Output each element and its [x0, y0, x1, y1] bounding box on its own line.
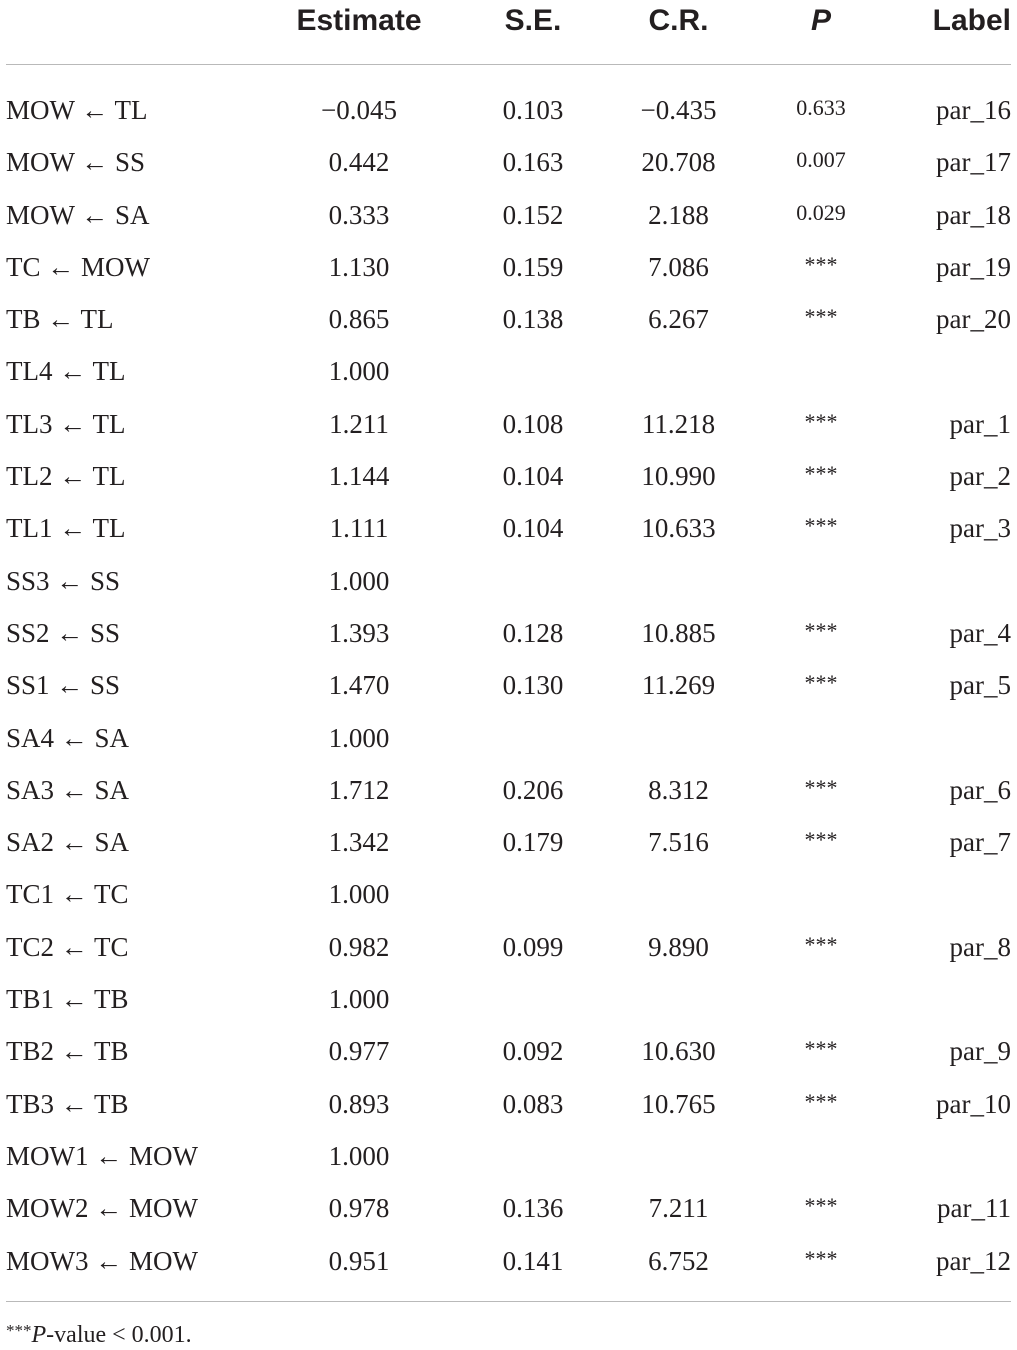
cell-estimate: 1.144 [328, 461, 390, 492]
cell-cr: 9.890 [648, 931, 709, 962]
cell-path: MOW ← TL [6, 95, 148, 125]
cell-cr: 10.630 [641, 1036, 716, 1067]
cell-se: 0.103 [502, 95, 564, 125]
cell-label: par_2 [949, 461, 1011, 492]
cell-label: par_10 [936, 1088, 1011, 1119]
cell-estimate: 1.000 [328, 565, 390, 596]
cell-label: par_11 [937, 1193, 1011, 1224]
cell-estimate: 1.000 [328, 356, 390, 387]
table-row [6, 712, 1011, 764]
cell-cr: −0.435 [640, 95, 717, 125]
cell-se: 0.206 [502, 774, 564, 805]
table-row [6, 1130, 1011, 1182]
cell-p: *** [804, 1245, 838, 1271]
cell-se: 0.104 [502, 461, 564, 492]
cell-path: TB2 ← TB [6, 1036, 129, 1067]
table-row [6, 398, 1011, 450]
table-row [6, 816, 1011, 868]
cell-cr: 10.765 [641, 1088, 716, 1119]
cell-label: par_7 [949, 827, 1011, 858]
cell-estimate: 0.893 [328, 1088, 390, 1119]
cell-path: MOW1 ← MOW [6, 1140, 198, 1171]
cell-path: TC2 ← TC [6, 931, 129, 962]
cell-label: par_8 [949, 931, 1011, 962]
cell-label: par_3 [949, 513, 1011, 544]
cell-estimate: 1.000 [328, 879, 390, 910]
cell-p: *** [804, 304, 838, 330]
cell-path: TC ← MOW [6, 251, 150, 282]
table-row [6, 450, 1011, 502]
table-header-row [6, 0, 1011, 65]
cell-estimate: 1.211 [329, 408, 389, 439]
cell-path: MOW ← SA [6, 199, 150, 230]
table-row [6, 607, 1011, 659]
table-row [6, 1182, 1011, 1234]
cell-p: *** [804, 931, 838, 957]
cell-p: *** [804, 1193, 838, 1219]
cell-estimate: 1.470 [328, 670, 390, 701]
cell-label: par_4 [949, 617, 1011, 648]
cell-p: 0.029 [796, 199, 846, 225]
table-footnote [6, 1316, 192, 1350]
cell-path: MOW3 ← MOW [6, 1245, 198, 1276]
cell-se: 0.099 [502, 931, 564, 962]
table-body [6, 84, 1011, 1287]
cell-p: *** [804, 408, 838, 434]
cell-p: *** [804, 513, 838, 539]
cell-cr: 11.218 [641, 408, 716, 439]
cell-cr: 7.516 [648, 827, 709, 858]
cell-cr: 7.086 [648, 251, 709, 282]
cell-label: par_18 [936, 199, 1011, 230]
cell-estimate: 1.712 [328, 774, 390, 805]
cell-path: TB3 ← TB [6, 1088, 129, 1119]
cell-path: TL4 ← TL [6, 356, 126, 387]
header-cr: C.R. [648, 4, 709, 37]
cell-se: 0.159 [502, 251, 564, 282]
cell-estimate: −0.045 [321, 95, 397, 125]
cell-label: par_5 [949, 670, 1011, 701]
table-row [6, 502, 1011, 554]
cell-se: 0.092 [502, 1036, 564, 1067]
cell-path: SA4 ← SA [6, 722, 130, 753]
cell-cr: 8.312 [648, 774, 709, 805]
cell-p: 0.633 [796, 95, 846, 120]
cell-estimate: 0.977 [328, 1036, 390, 1067]
cell-p: *** [804, 461, 838, 487]
cell-estimate: 0.978 [328, 1193, 390, 1224]
cell-cr: 20.708 [641, 147, 716, 178]
table-row [6, 1025, 1011, 1077]
cell-se: 0.128 [502, 617, 564, 648]
cell-label: par_17 [936, 147, 1011, 178]
cell-path: SS3 ← SS [6, 565, 121, 596]
cell-estimate: 0.442 [328, 147, 390, 178]
table-row [6, 659, 1011, 711]
cell-label: par_6 [949, 774, 1011, 805]
table-bottom-rule [6, 1301, 1011, 1302]
cell-path: TB ← TL [6, 304, 114, 335]
table-row [6, 1235, 1011, 1287]
cell-label: par_16 [936, 95, 1011, 125]
cell-se: 0.141 [502, 1245, 564, 1276]
cell-estimate: 1.111 [329, 513, 389, 544]
table-row [6, 973, 1011, 1025]
table-row [6, 868, 1011, 920]
header-estimate: Estimate [296, 4, 422, 37]
table-row [6, 345, 1011, 397]
cell-p: *** [804, 1036, 838, 1062]
cell-cr: 6.752 [648, 1245, 709, 1276]
cell-se: 0.179 [502, 827, 564, 858]
cell-path: TB1 ← TB [6, 984, 129, 1015]
table-row [6, 921, 1011, 973]
cell-se: 0.152 [502, 199, 564, 230]
cell-path: SA2 ← SA [6, 827, 130, 858]
cell-cr: 11.269 [641, 670, 716, 701]
table-row [6, 1078, 1011, 1130]
cell-path: TL3 ← TL [6, 408, 126, 439]
cell-p: *** [804, 774, 838, 800]
cell-estimate: 1.342 [328, 827, 390, 858]
table-row [6, 189, 1011, 241]
cell-path: MOW ← SS [6, 147, 146, 178]
cell-estimate: 1.000 [328, 1140, 390, 1171]
cell-label: par_19 [936, 251, 1011, 282]
cell-estimate: 1.393 [328, 617, 390, 648]
table-row [6, 136, 1011, 188]
footnote-text: -value < 0.001. [46, 1322, 192, 1348]
cell-cr: 6.267 [648, 304, 709, 335]
header-p: P [810, 4, 831, 37]
cell-se: 0.104 [502, 513, 564, 544]
footnote-p: P [31, 1322, 47, 1348]
cell-estimate: 1.130 [328, 251, 390, 282]
cell-cr: 10.990 [641, 461, 716, 492]
cell-path: TC1 ← TC [6, 879, 129, 910]
table-row [6, 764, 1011, 816]
footnote-stars: *** [6, 1321, 32, 1340]
header-se: S.E. [504, 4, 562, 37]
header-label: Label [932, 4, 1011, 37]
cell-cr: 10.885 [641, 617, 716, 648]
cell-p: *** [804, 251, 838, 277]
table-row [6, 293, 1011, 345]
cell-path: TL2 ← TL [6, 461, 126, 492]
cell-path: SS1 ← SS [6, 670, 121, 701]
cell-se: 0.136 [502, 1193, 564, 1224]
cell-p: *** [804, 827, 838, 853]
cell-estimate: 0.865 [328, 304, 390, 335]
cell-path: SS2 ← SS [6, 617, 121, 648]
table-row [6, 241, 1011, 293]
table-row [6, 84, 1011, 136]
cell-estimate: 0.982 [328, 931, 390, 962]
cell-label: par_9 [949, 1036, 1011, 1067]
cell-estimate: 1.000 [328, 984, 390, 1015]
cell-estimate: 0.951 [328, 1245, 390, 1276]
cell-p: *** [804, 1088, 838, 1114]
cell-label: par_1 [949, 408, 1011, 439]
cell-se: 0.163 [502, 147, 564, 178]
cell-path: SA3 ← SA [6, 774, 130, 805]
cell-cr: 2.188 [648, 199, 709, 230]
estimates-table [6, 0, 1011, 1287]
table-row [6, 555, 1011, 607]
cell-cr: 10.633 [641, 513, 716, 544]
cell-se: 0.130 [502, 670, 564, 701]
cell-p: *** [804, 670, 838, 696]
cell-path: MOW2 ← MOW [6, 1193, 198, 1224]
cell-cr: 7.211 [648, 1193, 709, 1224]
cell-path: TL1 ← TL [6, 513, 126, 544]
cell-se: 0.083 [502, 1088, 564, 1119]
cell-label: par_20 [936, 304, 1011, 335]
cell-p: 0.007 [796, 147, 846, 173]
cell-estimate: 1.000 [328, 722, 390, 753]
cell-p: *** [804, 617, 838, 643]
cell-se: 0.108 [502, 408, 564, 439]
cell-label: par_12 [936, 1245, 1011, 1276]
cell-se: 0.138 [502, 304, 564, 335]
cell-estimate: 0.333 [328, 199, 390, 230]
